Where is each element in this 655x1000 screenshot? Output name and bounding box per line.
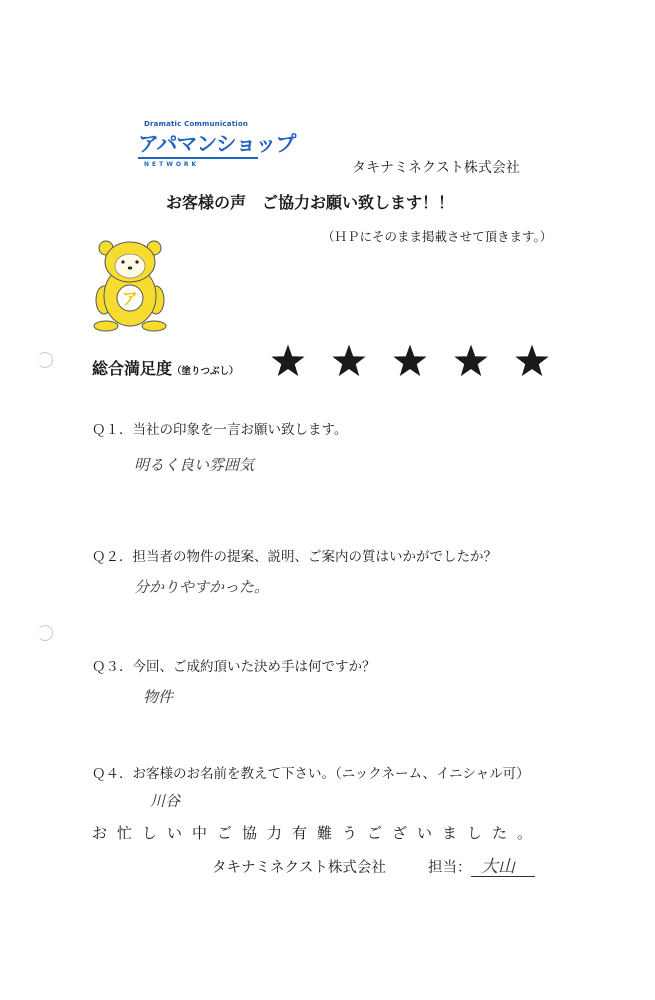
staff-name: 大山 bbox=[481, 857, 515, 877]
question-4: Ｑ４．お客様のお名前を教えて下さい。（ニックネーム、イニシャル可） bbox=[92, 766, 530, 782]
closing-thanks: お忙しい中ご協力有難うございました。 bbox=[92, 824, 543, 842]
punch-hole-top bbox=[37, 352, 53, 368]
mascot-bear-icon bbox=[90, 240, 170, 332]
page-title: お客様の声 ご協力お願い致します！！ bbox=[166, 193, 455, 212]
answer-4: 川谷 bbox=[150, 792, 181, 810]
logo-underline bbox=[138, 157, 258, 159]
overall-satisfaction-label bbox=[92, 356, 239, 379]
star-2-icon[interactable] bbox=[331, 343, 367, 379]
apaman-logo bbox=[138, 120, 296, 170]
star-5-icon[interactable] bbox=[514, 343, 550, 379]
answer-2: 分かりやすかった。 bbox=[134, 578, 270, 596]
answer-1: 明るく良い雰囲気 bbox=[134, 456, 255, 474]
company-name-bottom: タキナミネクスト株式会社 bbox=[212, 860, 386, 876]
question-2: Ｑ２．担当者の物件の提案、説明、ご案内の質はいかがでしたか？ bbox=[92, 549, 497, 565]
logo-sub: NETWORK bbox=[144, 161, 200, 168]
company-name-top: タキナミネクスト株式会社 bbox=[352, 160, 520, 176]
logo-name: アパマンショップ bbox=[138, 132, 296, 156]
star-1-icon[interactable] bbox=[270, 343, 306, 379]
mascot-letter: ア bbox=[121, 289, 139, 308]
punch-hole-bottom bbox=[37, 625, 53, 641]
logo-tagline: Dramatic Communication bbox=[144, 120, 249, 128]
question-3: Ｑ３．今回、ご成約頂いた決め手は何ですか？ bbox=[92, 659, 376, 675]
question-1: Ｑ１．当社の印象を一言お願い致します。 bbox=[92, 422, 348, 438]
staff-label: 担当： bbox=[428, 860, 472, 876]
rating-label-text: 総合満足度 bbox=[92, 359, 173, 378]
star-3-icon[interactable] bbox=[392, 343, 428, 379]
rating-hint: （塗りつぶし） bbox=[172, 366, 239, 377]
publish-note: （ＨＰにそのまま掲載させて頂きます。） bbox=[322, 229, 553, 244]
star-4-icon[interactable] bbox=[453, 343, 489, 379]
answer-3: 物件 bbox=[143, 688, 174, 706]
